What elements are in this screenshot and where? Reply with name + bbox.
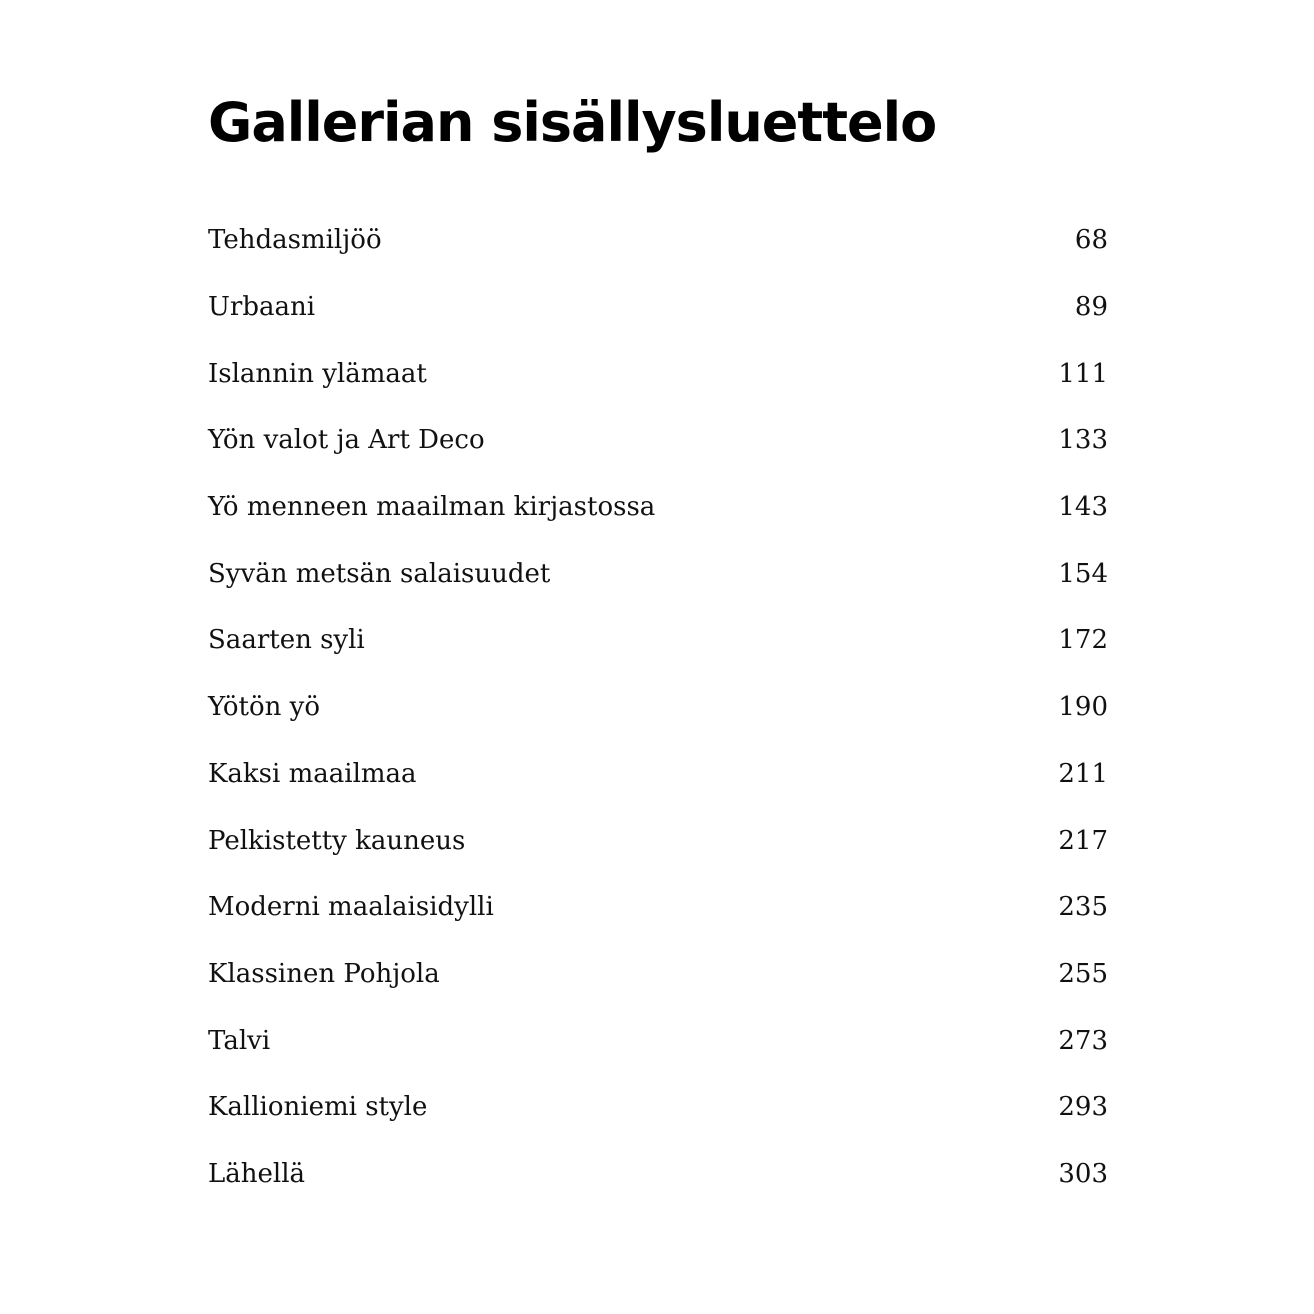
toc-entry-page: 111 <box>1058 358 1108 389</box>
toc-entry-label: Klassinen Pohjola <box>208 958 440 989</box>
toc-entry <box>208 407 1108 474</box>
toc-entry-page: 255 <box>1058 958 1108 989</box>
toc-entry-label: Lähellä <box>208 1158 306 1189</box>
toc-entry <box>208 607 1108 674</box>
toc-entry-label: Kallioniemi style <box>208 1092 428 1123</box>
toc-entry-label: Yö menneen maailman kirjastossa <box>208 492 656 523</box>
toc-entry <box>208 874 1108 941</box>
toc-entry-page: 143 <box>1058 492 1108 523</box>
toc-entry <box>208 1074 1108 1141</box>
toc-entry <box>208 807 1108 874</box>
toc-entry-label: Urbaani <box>208 292 316 323</box>
toc-entry <box>208 474 1108 541</box>
toc-entry-label: Moderni maalaisidylli <box>208 892 494 923</box>
toc-entry <box>208 1007 1108 1074</box>
toc-entry-page: 293 <box>1058 1092 1108 1123</box>
toc-entry-label: Syvän metsän salaisuudet <box>208 558 551 589</box>
toc-entry <box>208 941 1108 1008</box>
toc-entry-page: 190 <box>1058 692 1108 723</box>
toc-entry-label: Kaksi maailmaa <box>208 758 417 789</box>
toc-entry-label: Saarten syli <box>208 625 365 656</box>
toc-entry-page: 303 <box>1058 1158 1108 1189</box>
toc-entry-label: Islannin ylämaat <box>208 358 427 389</box>
toc-entry-page: 172 <box>1058 625 1108 656</box>
toc-entry <box>208 207 1108 274</box>
toc-entry-page: 154 <box>1058 558 1108 589</box>
toc-entry <box>208 540 1108 607</box>
toc-entry-page: 68 <box>1074 225 1108 256</box>
toc-entry-label: Talvi <box>208 1025 271 1056</box>
toc-entry <box>208 274 1108 341</box>
toc-list <box>208 207 1108 1207</box>
toc-entry-page: 211 <box>1058 758 1108 789</box>
toc-entry-label: Pelkistetty kauneus <box>208 825 466 856</box>
toc-entry-page: 133 <box>1058 425 1108 456</box>
toc-entry-page: 235 <box>1058 892 1108 923</box>
toc-entry <box>208 1141 1108 1208</box>
toc-entry-page: 217 <box>1058 825 1108 856</box>
toc-entry <box>208 741 1108 808</box>
toc-entry-label: Tehdasmiljöö <box>208 225 382 256</box>
toc-entry-page: 89 <box>1074 292 1108 323</box>
toc-entry <box>208 674 1108 741</box>
toc-entry-label: Yön valot ja Art Deco <box>208 425 485 456</box>
toc-entry-page: 273 <box>1058 1025 1108 1056</box>
page-title: Gallerian sisällysluettelo <box>208 91 937 154</box>
toc-entry <box>208 340 1108 407</box>
toc-entry-label: Yötön yö <box>208 692 321 723</box>
